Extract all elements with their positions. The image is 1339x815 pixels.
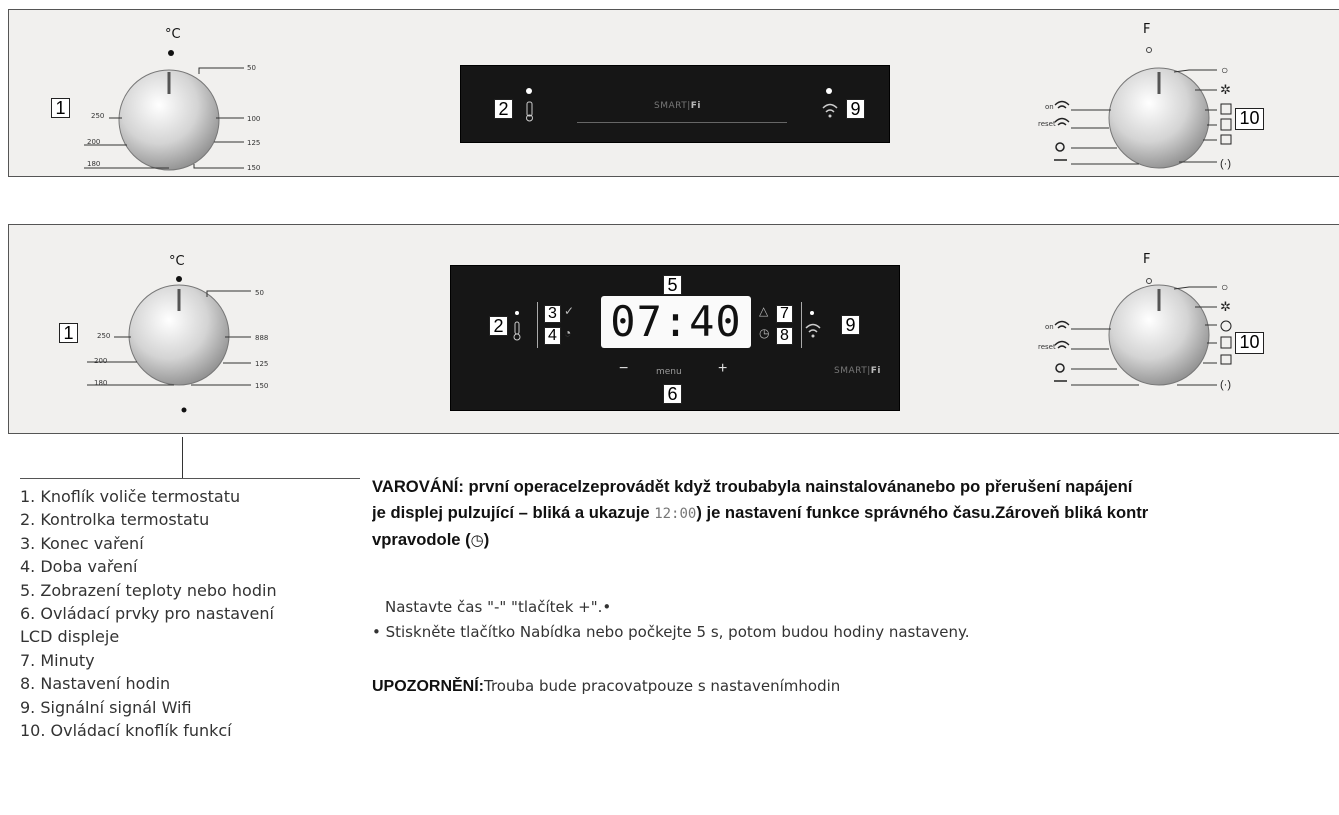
oven-panel-basic bbox=[8, 9, 1339, 177]
wifi-signal-icon bbox=[804, 310, 826, 340]
defrost-icon bbox=[1056, 364, 1064, 372]
scale-mark: 250 bbox=[91, 112, 105, 120]
scale-mark: 180 bbox=[87, 160, 101, 168]
callout-1: 1 bbox=[59, 323, 78, 343]
lamp-icon: ○ bbox=[1221, 63, 1229, 77]
warning-line-3: vpravodole (◷) bbox=[372, 530, 490, 549]
callout-8: 8 bbox=[776, 327, 793, 345]
callout-2: 2 bbox=[489, 316, 508, 336]
instruction-step: • Stiskněte tlačítko Nabídka nebo počkejte 5 s, potom budou hodiny nastaveny. bbox=[372, 623, 970, 641]
thermostat-dot-icon bbox=[168, 50, 174, 56]
callout-2: 2 bbox=[494, 99, 513, 119]
display-divider bbox=[577, 122, 787, 123]
oven-panel-lcd bbox=[8, 224, 1339, 434]
end-time-icon: ◷ bbox=[470, 532, 484, 549]
instruction-step: Nastavte čas "-" "tlačítek +".• bbox=[385, 598, 612, 616]
display-screen-lcd bbox=[450, 265, 900, 411]
function-unit: F bbox=[1143, 252, 1151, 267]
wifi-signal-icon bbox=[821, 88, 843, 120]
display-separator bbox=[801, 302, 802, 348]
callout-3: 3 bbox=[544, 305, 561, 323]
display-screen-basic bbox=[460, 65, 890, 143]
scale-mark: 100 bbox=[247, 115, 261, 123]
smart-fi-logo: SMART|Fi bbox=[654, 101, 702, 111]
blinking-time: 12:00 bbox=[654, 506, 697, 522]
legend-item: 3. Konec vaření bbox=[20, 533, 144, 553]
thermostat-knob[interactable] bbox=[129, 285, 229, 385]
scale-mark: 150 bbox=[247, 164, 261, 172]
callout-7: 7 bbox=[776, 305, 793, 323]
note-text: Trouba bude pracovatpouze s nastavenímhodin bbox=[484, 677, 841, 695]
fan-icon: ✲ bbox=[1220, 82, 1231, 97]
fan-icon: ✲ bbox=[1220, 299, 1231, 314]
callout-4: 4 bbox=[544, 327, 561, 345]
note-label: UPOZORNĚNÍ: bbox=[372, 678, 484, 695]
scale-mark: 50 bbox=[247, 64, 256, 72]
scale-mark: 125 bbox=[255, 360, 269, 368]
callout-9: 9 bbox=[846, 99, 865, 119]
clock-icon: ◷ bbox=[759, 326, 770, 340]
scale-mark: 150 bbox=[255, 382, 269, 390]
legend-item: 1. Knoflík voliče termostatu bbox=[20, 487, 241, 506]
scale-mark: 250 bbox=[97, 332, 111, 340]
scale-mark: 888 bbox=[255, 334, 269, 342]
scale-mark: 50 bbox=[255, 289, 264, 297]
plus-button[interactable]: + bbox=[718, 360, 728, 377]
callout-9: 9 bbox=[841, 315, 860, 335]
conventional-icon: (·) bbox=[1220, 379, 1231, 391]
defrost-icon bbox=[1056, 143, 1064, 151]
warning-line-1: VAROVÁNÍ: první operacelzeprovádět když troubabyla nainstalovánanebo po přerušení napájení bbox=[372, 477, 1133, 496]
note-paragraph bbox=[372, 677, 1339, 696]
wifi-on-label: on bbox=[1045, 323, 1054, 331]
bell-icon: △ bbox=[759, 304, 769, 318]
legend-list bbox=[20, 478, 360, 742]
scale-mark: 125 bbox=[247, 139, 261, 147]
thermostat-knob[interactable] bbox=[119, 70, 219, 170]
legend-item: 10. Ovládací knoflík funkcí bbox=[20, 721, 232, 741]
thermometer-icon bbox=[521, 88, 541, 124]
grill-icon bbox=[1221, 104, 1231, 114]
pointer-dot-icon bbox=[182, 408, 187, 413]
minus-button[interactable]: − bbox=[619, 360, 629, 377]
wifi-icon bbox=[1055, 322, 1069, 329]
wifi-icon bbox=[1055, 119, 1069, 126]
callout-10: 10 bbox=[1235, 108, 1264, 130]
scale-mark: 180 bbox=[94, 379, 108, 387]
leader-line bbox=[182, 437, 183, 479]
callout-6: 6 bbox=[663, 384, 682, 404]
wifi-icon bbox=[1055, 342, 1069, 349]
fan-heat-icon bbox=[1221, 337, 1231, 348]
wifi-reset-label: reset bbox=[1038, 120, 1056, 128]
menu-button[interactable]: menu bbox=[656, 367, 682, 377]
smart-fi-logo: SMART|Fi bbox=[834, 366, 882, 376]
callout-1: 1 bbox=[51, 98, 70, 118]
legend-item: 2. Kontrolka termostatu bbox=[20, 510, 210, 530]
conventional-icon: (·) bbox=[1220, 158, 1231, 170]
wifi-icon bbox=[1055, 102, 1069, 109]
legend-item: 8. Nastavení hodin bbox=[20, 674, 171, 694]
clock-display: 07:40 bbox=[601, 296, 751, 348]
wifi-on-label: on bbox=[1045, 103, 1054, 111]
end-cooking-icon: ✓ bbox=[564, 304, 575, 318]
top-heat-icon bbox=[1221, 135, 1231, 144]
thermometer-icon bbox=[511, 310, 523, 342]
legend-item: 4. Doba vaření bbox=[20, 557, 138, 577]
warning-paragraph bbox=[372, 474, 1339, 554]
legend-item: LCD displeje bbox=[20, 627, 120, 647]
function-knob[interactable] bbox=[1109, 68, 1209, 168]
function-dot-icon bbox=[1147, 48, 1152, 53]
legend-item: 7. Minuty bbox=[20, 650, 95, 670]
function-unit: F bbox=[1143, 22, 1151, 37]
callout-10: 10 bbox=[1235, 332, 1264, 354]
lamp-icon: ○ bbox=[1221, 280, 1229, 294]
thermostat-dot-icon bbox=[176, 276, 182, 282]
cooking-time-icon: ◔ bbox=[564, 326, 572, 340]
callout-5: 5 bbox=[663, 275, 682, 295]
legend-item: 6. Ovládací prvky pro nastavení bbox=[20, 604, 274, 624]
pizza-icon bbox=[1221, 321, 1231, 331]
display-separator bbox=[537, 302, 538, 348]
legend-item: 5. Zobrazení teploty nebo hodin bbox=[20, 580, 277, 600]
thermostat-unit: °C bbox=[165, 27, 181, 42]
scale-mark: 200 bbox=[87, 138, 101, 146]
legend-item: 9. Signální signál Wifi bbox=[20, 697, 192, 717]
thermostat-unit: °C bbox=[169, 254, 185, 269]
function-knob[interactable] bbox=[1109, 285, 1209, 385]
fan-heat-icon bbox=[1221, 119, 1231, 130]
wifi-reset-label: reset bbox=[1038, 343, 1056, 351]
warning-line-2: je displej pulzující – bliká a ukazuje 12:00) je nastavení funkce správného času.Zároveň bliká kontr bbox=[372, 503, 1149, 522]
function-dot-icon bbox=[1147, 279, 1152, 284]
top-heat-icon bbox=[1221, 355, 1231, 364]
scale-mark: 200 bbox=[94, 357, 108, 365]
